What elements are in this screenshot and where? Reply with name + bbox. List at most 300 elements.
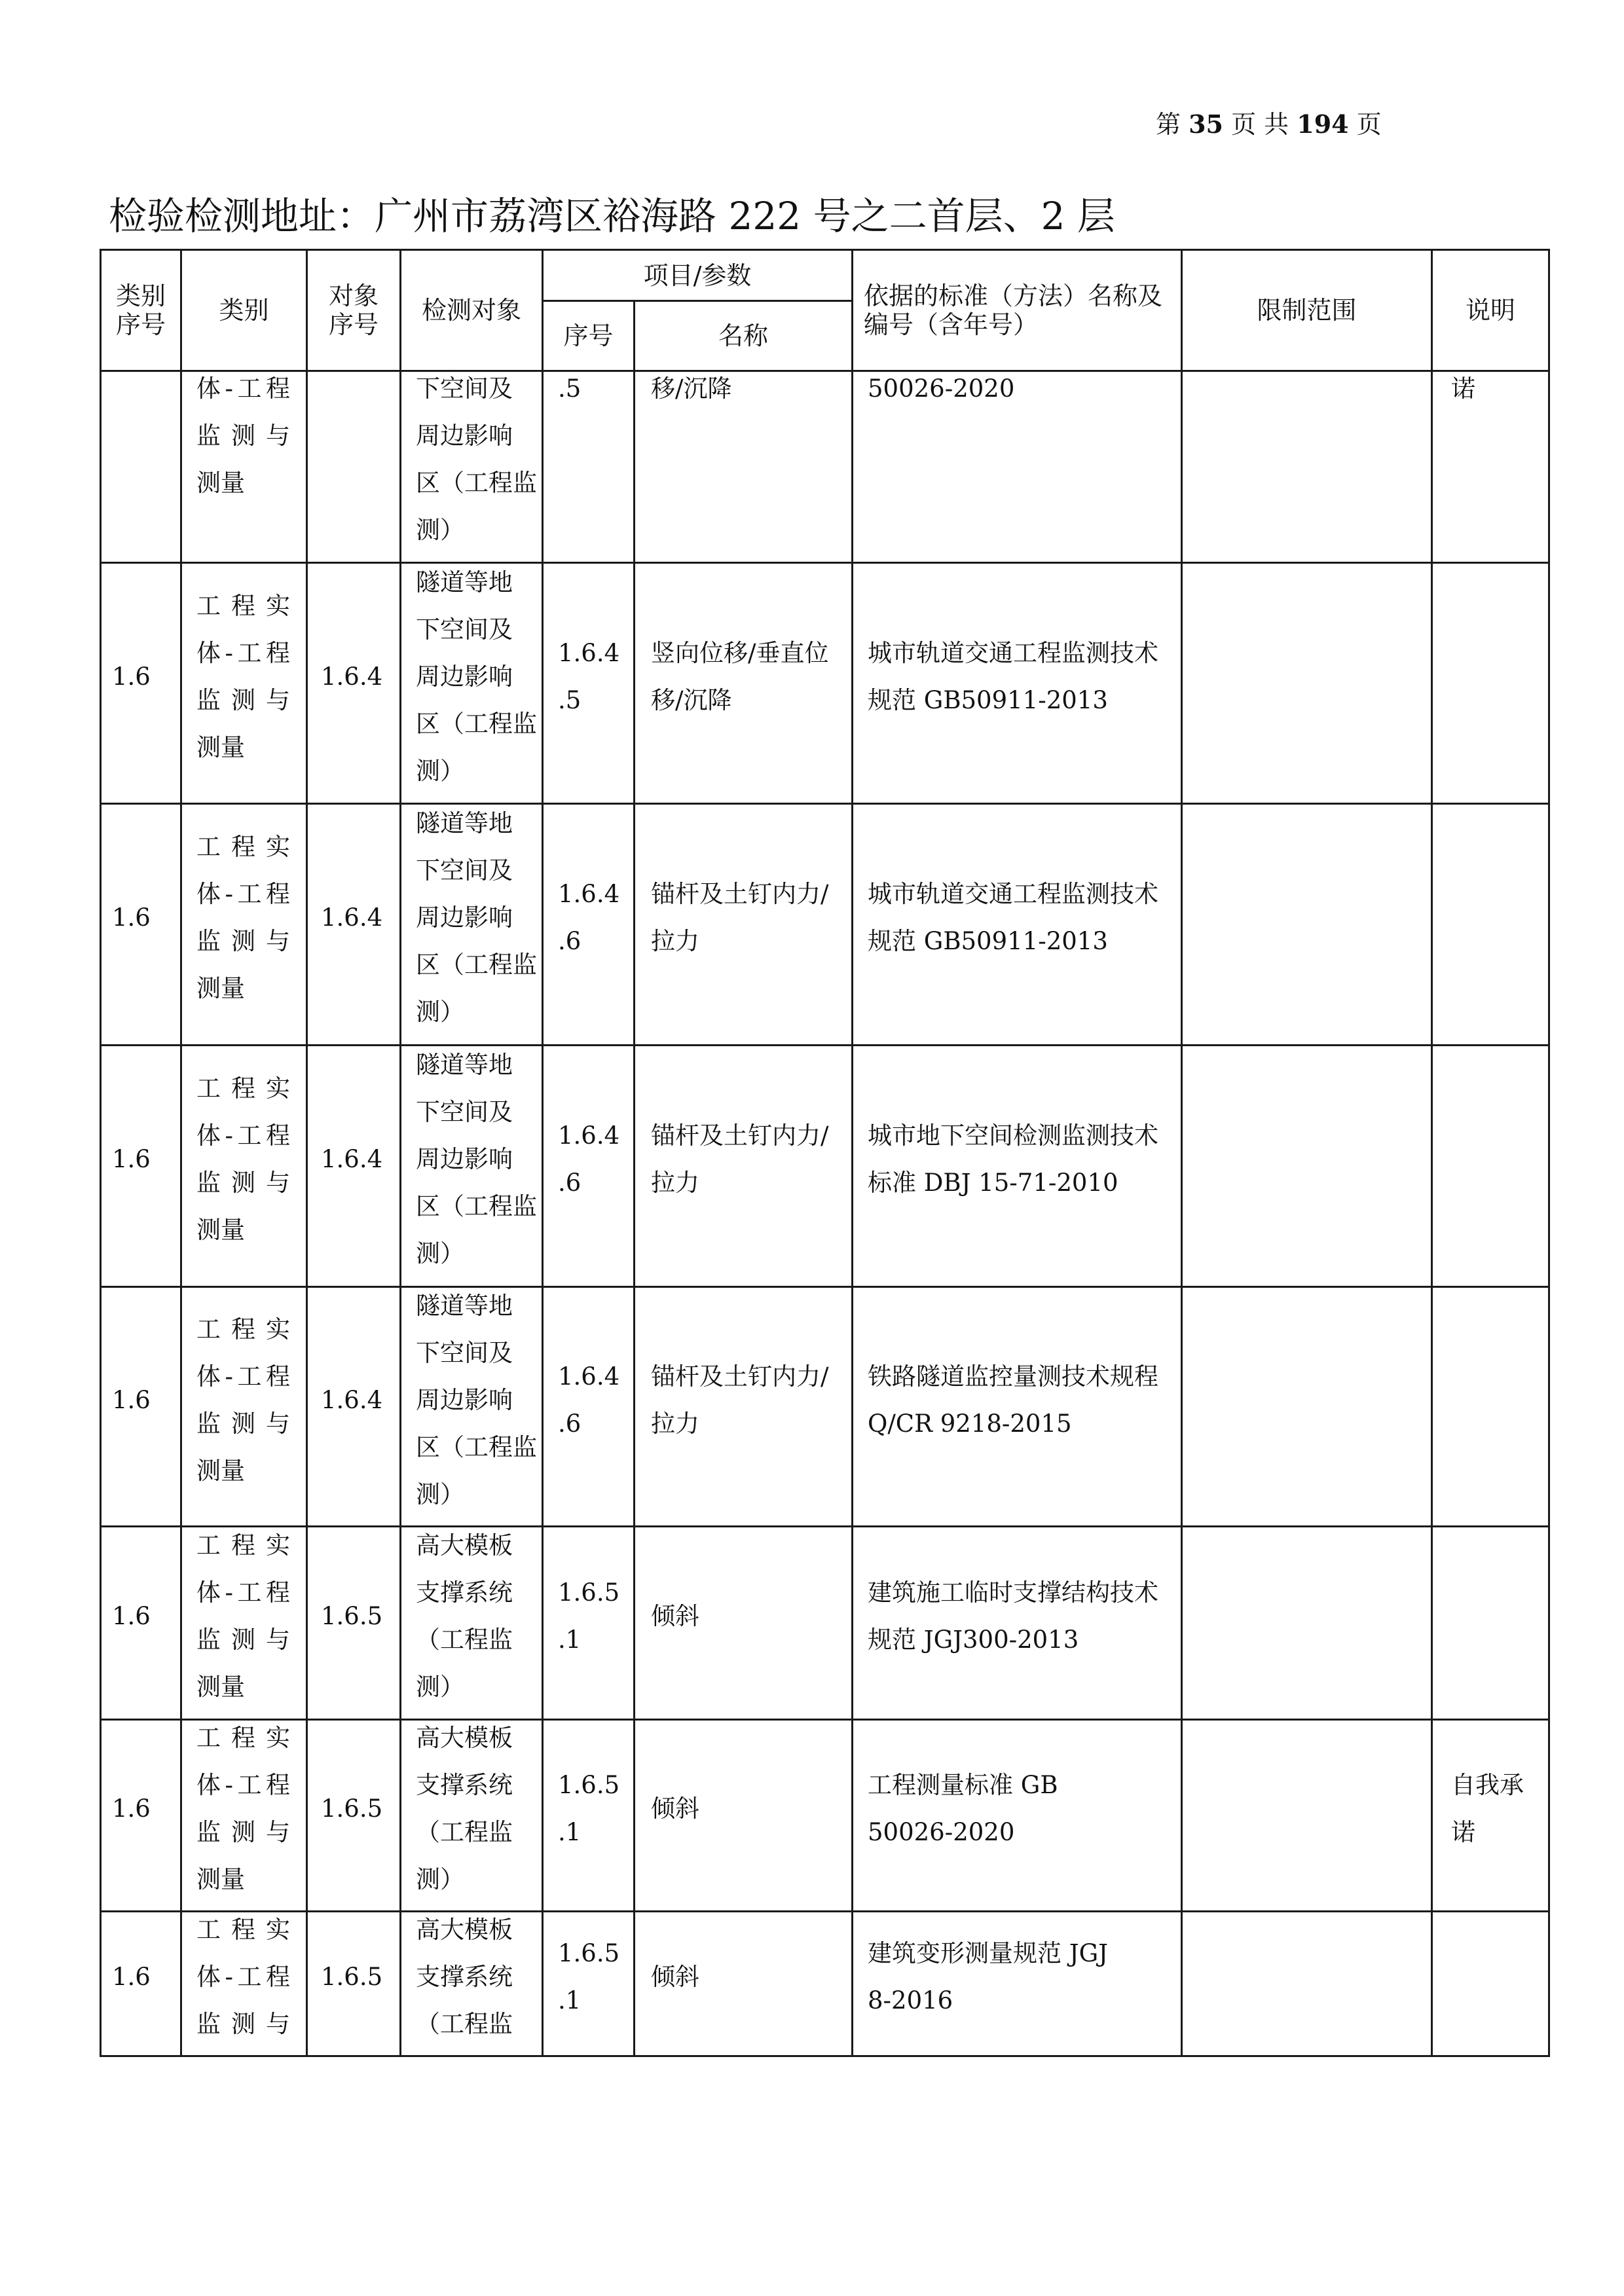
cell-text-line: 工程实: [196, 591, 290, 620]
cell-text-line: 1.6: [112, 1145, 151, 1173]
item-name-cell: [635, 1527, 853, 1720]
table-row: [101, 563, 1549, 804]
cell-text-line: 1.6.4: [321, 1145, 383, 1173]
cell-text-line: 1.6.4: [558, 880, 620, 908]
cell-text-line: 1.6.5: [321, 1795, 383, 1823]
object-no-cell: [307, 804, 401, 1046]
object-no-cell: [307, 1287, 401, 1527]
cell-text-line: 下空间及: [416, 856, 513, 884]
note-cell: [1432, 1287, 1549, 1527]
cell-content: [1183, 805, 1431, 1044]
cell-text-line: 城市轨道交通工程监测技术: [868, 638, 1158, 667]
table-row: [101, 804, 1549, 1046]
cell-text-line: 竖向位移/垂直位: [651, 638, 829, 667]
cell-text-line: 1.6: [112, 1602, 151, 1630]
cell-content: [308, 805, 399, 1044]
standard-cell: [853, 563, 1182, 804]
cell-content: [101, 1912, 180, 2055]
header-text-line: 序号: [328, 310, 378, 339]
item-no-cell: [543, 804, 635, 1046]
item-name-cell: [635, 1720, 853, 1912]
cell-text-line: 1.6: [112, 662, 151, 691]
cell-text-line: 周边影响: [416, 662, 513, 691]
cell-text-line: .1: [558, 1818, 581, 1846]
header-object: [401, 250, 543, 371]
cell-text-line: 50026-2020: [868, 374, 1015, 403]
cell-content: [401, 1527, 542, 1719]
cell-content: [853, 564, 1181, 803]
header-item-no: [543, 301, 635, 371]
category-cell: [181, 1287, 307, 1527]
cell-text-line: 工程实: [196, 1531, 290, 1559]
table-row: [101, 1527, 1549, 1720]
cell-content: [1433, 1288, 1548, 1525]
category-no-cell: [101, 1287, 181, 1527]
cell-text-line: 支撑系统: [416, 1771, 513, 1799]
cell-text-line: 区（工程监: [416, 709, 537, 738]
cell-text-line: 工程实: [196, 1315, 290, 1343]
cell-content: [308, 1046, 399, 1286]
header-standard: [853, 250, 1182, 371]
object-cell: [401, 1912, 543, 2056]
item-no-cell: [543, 1527, 635, 1720]
cell-content: [182, 1046, 306, 1286]
standard-cell: [853, 804, 1182, 1046]
cell-content: [182, 1288, 306, 1525]
item-name-cell: [635, 1912, 853, 2056]
header-text-line: 限制范围: [1257, 296, 1357, 325]
item-no-cell: [543, 1912, 635, 2056]
cell-text-line: 自我承: [1451, 1771, 1524, 1799]
cell-text-line: 下空间及: [416, 1098, 513, 1126]
cell-text-line: 周边影响: [416, 422, 513, 450]
cell-text-line: 诺: [1451, 374, 1475, 403]
cell-text-line: .6: [558, 1169, 581, 1197]
cell-content: [101, 1046, 180, 1286]
header-text-line: 序号: [563, 321, 614, 350]
cell-text-line: 拉力: [651, 1409, 699, 1438]
cell-content: [401, 564, 542, 803]
note-cell: [1432, 1912, 1549, 2056]
cell-text-line: 监测与: [196, 1409, 290, 1438]
page-number-mid: 页 共: [1231, 110, 1289, 139]
cell-text-line: 测量: [196, 1216, 245, 1244]
cell-text-line: 测量: [196, 974, 245, 1002]
cell-text-line: 1.6.5: [321, 1963, 383, 1991]
limit-cell: [1182, 1287, 1432, 1527]
cell-text-line: 体-工程: [196, 1121, 290, 1150]
cell-text-line: 体-工程: [196, 1963, 290, 1991]
cell-text-line: 测）: [416, 516, 464, 544]
header-limit-content: [1183, 251, 1431, 370]
category-cell: [181, 1527, 307, 1720]
note-cell: [1432, 1720, 1549, 1912]
cell-text-line: 高大模板: [416, 1916, 513, 1944]
cell-text-line: 隧道等地: [416, 809, 513, 837]
cell-text-line: 1.6: [112, 1795, 151, 1823]
cell-content: [853, 1046, 1181, 1286]
cell-content: [635, 1912, 851, 2055]
standard-cell: [853, 371, 1182, 563]
header-category-content: [182, 251, 306, 370]
note-cell: [1432, 371, 1549, 563]
category-no-cell: [101, 371, 181, 563]
item-name-cell: [635, 1287, 853, 1527]
cell-text-line: 监测与: [196, 422, 290, 450]
item-no-cell: [543, 1046, 635, 1287]
cell-text-line: .5: [558, 685, 581, 714]
cell-content: [853, 372, 1181, 562]
cell-text-line: 移/沉降: [651, 374, 732, 403]
cell-text-line: 1.6.5: [321, 1602, 383, 1630]
item-no-cell: [543, 563, 635, 804]
cell-content: [308, 1721, 399, 1910]
cell-text-line: 1.6.4: [321, 1385, 383, 1414]
cell-text-line: 50026-2020: [868, 1818, 1015, 1846]
cell-content: [101, 1721, 180, 1910]
cell-text-line: 隧道等地: [416, 1291, 513, 1320]
cell-content: [182, 1912, 306, 2055]
header-object-no-content: [308, 251, 399, 370]
object-no-cell: [307, 1912, 401, 2056]
cell-content: [101, 372, 180, 562]
cell-content: [1433, 1046, 1548, 1286]
cell-content: [544, 372, 633, 562]
cell-text-line: 建筑变形测量规范 JGJ: [868, 1939, 1108, 1967]
cell-content: [635, 1527, 851, 1719]
cell-content: [1183, 1721, 1431, 1910]
cell-text-line: 工程实: [196, 1916, 290, 1944]
cell-text-line: 城市轨道交通工程监测技术: [868, 880, 1158, 908]
cell-content: [401, 1912, 542, 2055]
cell-text-line: 1.6: [112, 903, 151, 932]
cell-content: [182, 805, 306, 1044]
category-cell: [181, 1046, 307, 1287]
table-header: [101, 250, 1549, 371]
cell-text-line: （工程监: [416, 1626, 513, 1654]
cell-content: [635, 805, 851, 1044]
note-cell: [1432, 1527, 1549, 1720]
cell-content: [101, 1527, 180, 1719]
cell-text-line: （工程监: [416, 2010, 513, 2038]
cell-content: [544, 1046, 633, 1286]
cell-content: [853, 1721, 1181, 1910]
cell-content: [544, 805, 633, 1044]
cell-text-line: 工程实: [196, 1724, 290, 1752]
cell-text-line: 隧道等地: [416, 568, 513, 596]
item-name-cell: [635, 563, 853, 804]
cell-text-line: 体-工程: [196, 880, 290, 908]
item-name-cell: [635, 1046, 853, 1287]
cell-content: [1433, 372, 1548, 562]
cell-content: [1183, 1912, 1431, 2055]
cell-text-line: 体-工程: [196, 1578, 290, 1607]
cell-text-line: 锚杆及土钉内力/: [651, 1362, 829, 1391]
cell-content: [635, 1288, 851, 1525]
limit-cell: [1182, 1527, 1432, 1720]
cell-content: [1183, 1046, 1431, 1286]
page-number-suffix: 页: [1356, 110, 1382, 139]
cell-text-line: 8-2016: [868, 1986, 953, 2014]
object-no-cell: [307, 1527, 401, 1720]
cell-text-line: 监测与: [196, 927, 290, 955]
header-item-name: [635, 301, 853, 371]
category-cell: [181, 563, 307, 804]
object-cell: [401, 1527, 543, 1720]
header-note-content: [1433, 251, 1548, 370]
table-row: [101, 1287, 1549, 1527]
cell-text-line: 下空间及: [416, 615, 513, 644]
header-item-no-content: [544, 302, 633, 370]
cell-text-line: 建筑施工临时支撑结构技术: [868, 1578, 1158, 1607]
cell-text-line: 工程测量标准 GB: [868, 1771, 1058, 1799]
cell-text-line: .6: [558, 1409, 581, 1438]
header-standard-content: [853, 251, 1181, 370]
cell-content: [1183, 1288, 1431, 1525]
cell-text-line: 测）: [416, 1480, 464, 1508]
category-cell: [181, 1912, 307, 2056]
category-cell: [181, 371, 307, 563]
inspection-scope-table: [100, 249, 1550, 2057]
category-cell: [181, 804, 307, 1046]
category-no-cell: [101, 1912, 181, 2056]
cell-text-line: 测量: [196, 733, 245, 761]
item-no-cell: [543, 1287, 635, 1527]
cell-content: [308, 1912, 399, 2055]
cell-text-line: 测）: [416, 1239, 464, 1267]
cell-text-line: 拉力: [651, 927, 699, 955]
cell-content: [101, 1288, 180, 1525]
cell-text-line: 工程实: [196, 833, 290, 861]
cell-content: [401, 805, 542, 1044]
cell-text-line: 铁路隧道监控量测技术规程: [868, 1362, 1158, 1391]
cell-text-line: 锚杆及土钉内力/: [651, 880, 829, 908]
cell-text-line: 测量: [196, 469, 245, 497]
header-note: [1432, 250, 1549, 371]
cell-text-line: 测）: [416, 1865, 464, 1893]
page-number-total: 194: [1297, 109, 1349, 139]
cell-text-line: 监测与: [196, 2010, 290, 2038]
cell-content: [853, 1912, 1181, 2055]
page-title: 检验检测地址：广州市荔湾区裕海路 222 号之二首层、2 层: [109, 194, 1115, 238]
cell-content: [1433, 805, 1548, 1044]
cell-text-line: 1.6.4: [321, 662, 383, 691]
limit-cell: [1182, 371, 1432, 563]
cell-content: [1433, 1912, 1548, 2055]
category-no-cell: [101, 1046, 181, 1287]
header-text-line: 说明: [1465, 296, 1515, 325]
cell-content: [308, 1527, 399, 1719]
cell-content: [544, 1912, 633, 2055]
cell-content: [853, 805, 1181, 1044]
cell-content: [401, 1288, 542, 1525]
cell-content: [308, 564, 399, 803]
category-no-cell: [101, 804, 181, 1046]
header-row-top: [101, 250, 1549, 301]
header-category: [181, 250, 307, 371]
header-text-line: 依据的标准（方法）名称及: [864, 282, 1163, 310]
cell-content: [182, 1527, 306, 1719]
cell-text-line: 测量: [196, 1456, 245, 1485]
note-cell: [1432, 1046, 1549, 1287]
object-cell: [401, 804, 543, 1046]
cell-content: [635, 372, 851, 562]
header-text-line: 对象: [328, 282, 378, 310]
category-cell: [181, 1720, 307, 1912]
cell-text-line: 体-工程: [196, 1362, 290, 1391]
header-category-no-content: [101, 251, 180, 370]
cell-content: [401, 1721, 542, 1910]
table-row: [101, 1046, 1549, 1287]
page-number-current: 35: [1189, 109, 1223, 139]
object-no-cell: [307, 1046, 401, 1287]
cell-text-line: 规范 JGJ300-2013: [868, 1626, 1079, 1654]
cell-content: [101, 805, 180, 1044]
category-no-cell: [101, 563, 181, 804]
header-text-line: 名称: [718, 321, 768, 350]
header-object-no: [307, 250, 401, 371]
cell-text-line: 体-工程: [196, 638, 290, 667]
limit-cell: [1182, 563, 1432, 804]
object-no-cell: [307, 1720, 401, 1912]
cell-text-line: .1: [558, 1626, 581, 1654]
cell-content: [544, 1721, 633, 1910]
cell-content: [401, 372, 542, 562]
object-cell: [401, 1046, 543, 1287]
cell-text-line: 测）: [416, 998, 464, 1026]
standard-cell: [853, 1527, 1182, 1720]
page-number-prefix: 第: [1156, 110, 1181, 139]
object-no-cell: [307, 371, 401, 563]
cell-content: [308, 1288, 399, 1525]
cell-text-line: 1.6.4: [558, 1362, 620, 1391]
cell-text-line: 锚杆及土钉内力/: [651, 1121, 829, 1150]
cell-content: [101, 564, 180, 803]
cell-content: [1433, 1527, 1548, 1719]
cell-text-line: 1.6.4: [321, 903, 383, 932]
header-item-param: [543, 250, 853, 301]
cell-text-line: .6: [558, 927, 581, 955]
cell-text-line: 监测与: [196, 1818, 290, 1846]
header-text-line: 类别: [219, 296, 269, 325]
page-number: [1156, 107, 1382, 142]
cell-content: [635, 1046, 851, 1286]
header-text-line: 类别: [115, 282, 166, 310]
cell-text-line: 1.6.4: [558, 1121, 620, 1150]
cell-text-line: 倾斜: [651, 1602, 699, 1630]
header-limit: [1182, 250, 1432, 371]
note-cell: [1432, 563, 1549, 804]
cell-text-line: 区（工程监: [416, 469, 537, 497]
cell-text-line: 区（工程监: [416, 1192, 537, 1220]
cell-text-line: 下空间及: [416, 1338, 513, 1367]
standard-cell: [853, 1046, 1182, 1287]
cell-text-line: .1: [558, 1986, 581, 2014]
cell-content: [182, 1721, 306, 1910]
item-no-cell: [543, 371, 635, 563]
cell-content: [635, 1721, 851, 1910]
limit-cell: [1182, 1912, 1432, 2056]
cell-content: [1433, 564, 1548, 803]
cell-text-line: 高大模板: [416, 1531, 513, 1559]
cell-text-line: 城市地下空间检测监测技术: [868, 1121, 1158, 1150]
cell-text-line: 体-工程: [196, 1771, 290, 1799]
object-cell: [401, 563, 543, 804]
cell-content: [401, 1046, 542, 1286]
cell-text-line: 1.6.5: [558, 1939, 620, 1967]
cell-text-line: 标准 DBJ 15-71-2010: [868, 1169, 1118, 1197]
header-text-line: 编号（含年号）: [864, 310, 1039, 339]
cell-text-line: 倾斜: [651, 1795, 699, 1823]
cell-text-line: 1.6: [112, 1385, 151, 1414]
cell-content: [1433, 1721, 1548, 1910]
standard-cell: [853, 1287, 1182, 1527]
header-item-name-content: [635, 302, 851, 370]
cell-text-line: 倾斜: [651, 1963, 699, 1991]
object-no-cell: [307, 563, 401, 804]
category-no-cell: [101, 1720, 181, 1912]
cell-text-line: 周边影响: [416, 903, 513, 932]
cell-content: [635, 564, 851, 803]
cell-content: [1183, 372, 1431, 562]
cell-text-line: 规范 GB50911-2013: [868, 927, 1108, 955]
cell-text-line: 周边影响: [416, 1385, 513, 1414]
cell-text-line: 工程实: [196, 1074, 290, 1102]
cell-text-line: 测量: [196, 1673, 245, 1701]
header-text-line: 项目/参数: [643, 261, 752, 290]
header-category-no: [101, 250, 181, 371]
table-row: [101, 371, 1549, 563]
cell-content: [182, 372, 306, 562]
item-name-cell: [635, 371, 853, 563]
cell-text-line: 监测与: [196, 685, 290, 714]
note-cell: [1432, 804, 1549, 1046]
object-cell: [401, 371, 543, 563]
object-cell: [401, 1720, 543, 1912]
cell-text-line: 1.6.5: [558, 1771, 620, 1799]
cell-text-line: 高大模板: [416, 1724, 513, 1752]
header-text-line: 序号: [115, 310, 166, 339]
cell-content: [853, 1527, 1181, 1719]
limit-cell: [1182, 804, 1432, 1046]
item-no-cell: [543, 1720, 635, 1912]
cell-text-line: 1.6.5: [558, 1578, 620, 1607]
cell-content: [182, 564, 306, 803]
cell-text-line: 测量: [196, 1865, 245, 1893]
cell-text-line: 移/沉降: [651, 685, 732, 714]
object-cell: [401, 1287, 543, 1527]
cell-text-line: 支撑系统: [416, 1963, 513, 1991]
limit-cell: [1182, 1720, 1432, 1912]
cell-content: [544, 1288, 633, 1525]
cell-text-line: 测）: [416, 756, 464, 785]
table-row: [101, 1720, 1549, 1912]
header-item-param-content: [544, 251, 851, 300]
cell-text-line: 监测与: [196, 1169, 290, 1197]
cell-content: [308, 372, 399, 562]
header-text-line: 检测对象: [421, 296, 521, 325]
limit-cell: [1182, 1046, 1432, 1287]
cell-text-line: 监测与: [196, 1626, 290, 1654]
cell-text-line: 支撑系统: [416, 1578, 513, 1607]
cell-text-line: 下空间及: [416, 374, 513, 403]
cell-text-line: 测）: [416, 1673, 464, 1701]
cell-text-line: 1.6: [112, 1963, 151, 1991]
standard-cell: [853, 1912, 1182, 2056]
category-no-cell: [101, 1527, 181, 1720]
cell-text-line: 周边影响: [416, 1145, 513, 1173]
header-object-content: [401, 251, 542, 370]
